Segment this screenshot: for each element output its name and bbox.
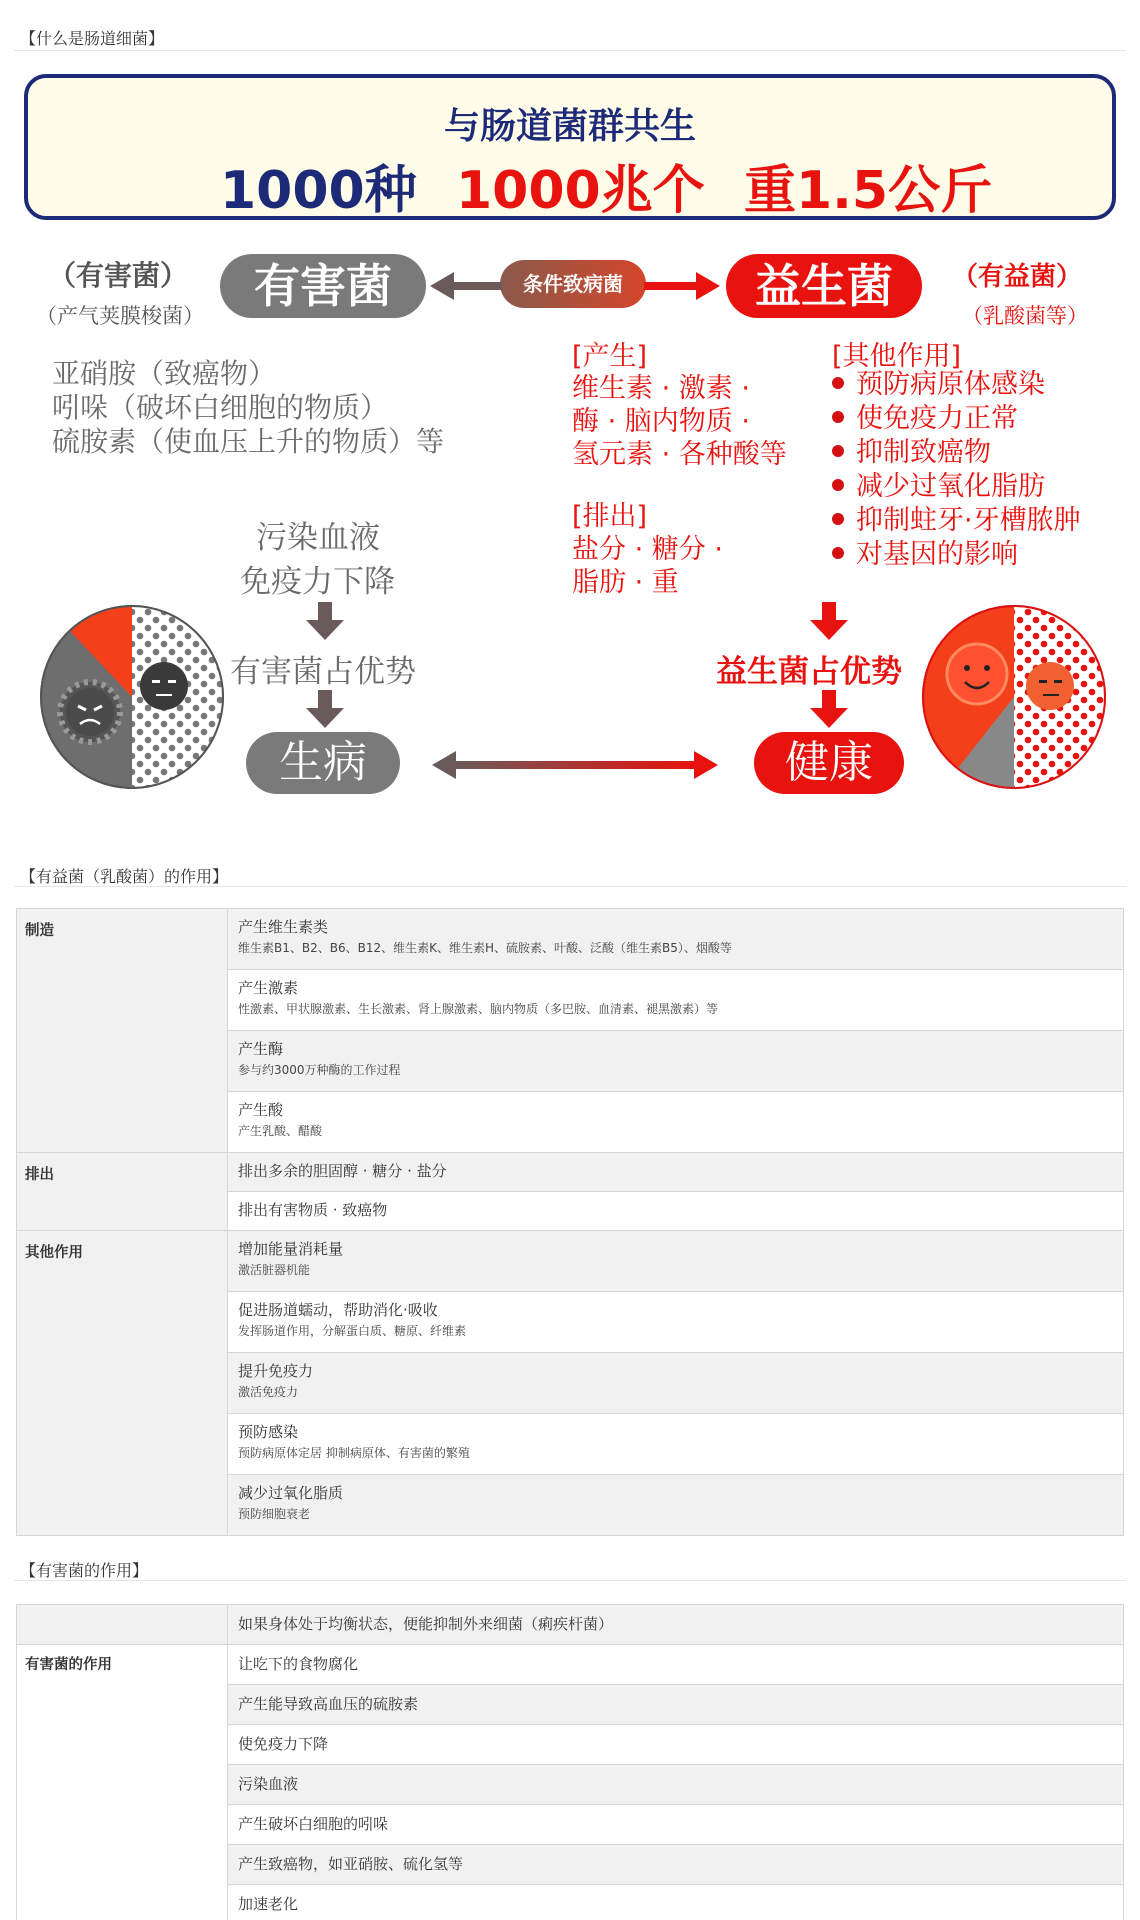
table-row <box>17 1605 1124 1645</box>
harmful-substance: 亚硝胺（致癌物） <box>52 357 277 390</box>
effect-detail: 预防细胞衰老 <box>238 1507 311 1521</box>
table-cell: 产生破坏白细胞的吲哚 <box>228 1805 1124 1845</box>
table-row <box>17 909 1124 970</box>
effect-title: 减少过氧化脂质 <box>238 1484 344 1502</box>
table-cell: 让吃下的食物腐化 <box>228 1645 1124 1685</box>
other-effect-item: 抑制致癌物 <box>832 436 1081 470</box>
other-effect-item: 减少过氧化脂肪 <box>832 470 1081 504</box>
effect-title: 提升免疫力 <box>238 1362 314 1380</box>
divider <box>14 1580 1126 1581</box>
harmful-substance: 硫胺素（使血压上升的物质）等 <box>52 425 445 458</box>
effect-title: 促进肠道蠕动，帮助消化·吸收 <box>238 1301 438 1319</box>
section-header-probiotic: 【有益菌（乳酸菌）的作用】 <box>20 867 229 886</box>
table-row <box>17 1231 1124 1292</box>
other-effect-item: 抑制蛀牙·牙槽脓肿 <box>832 504 1081 538</box>
row-label: 有害菌的作用 <box>17 1645 228 1920</box>
table-cell: 加速老化 <box>228 1885 1124 1920</box>
down-arrow-icon <box>810 602 848 640</box>
harmful-effects-table <box>16 1604 1124 1920</box>
effect-detail: 性激素、甲状腺激素、生长激素、肾上腺激素、脑内物质（多巴胺、血清素、褪黑激素）等 <box>238 1002 719 1016</box>
effect-title: 排出有害物质 · 致癌物 <box>238 1201 388 1219</box>
effect-title: 预防感染 <box>238 1423 299 1441</box>
neutral-germ-icon <box>140 662 188 710</box>
harmful-subtitle: （产气荚膜梭菌） <box>36 304 204 328</box>
effect-title: 排出多余的胆固醇 · 糖分 · 盐分 <box>238 1162 447 1180</box>
diagram-graphics <box>0 0 1140 810</box>
effect-detail: 发挥肠道作用，分解蛋白质、糖原、纤维素 <box>238 1324 467 1338</box>
other-effect-item: 对基因的影响 <box>832 538 1081 572</box>
effect-title: 产生酶 <box>238 1040 284 1058</box>
effect-detail: 参与约3000万种酶的工作过程 <box>238 1063 401 1077</box>
banner-title: 与肠道菌群共生 <box>443 106 696 147</box>
section-header-bacteria: 【什么是肠道细菌】 <box>20 29 165 48</box>
harmful-dominant: 有害菌占优势 <box>230 654 416 690</box>
row-label: 排出 <box>17 1153 228 1231</box>
harmful-effect: 污染血液 <box>256 520 380 556</box>
divider <box>14 886 1126 887</box>
effect-detail: 激活脏器机能 <box>238 1263 311 1277</box>
effect-detail: 维生素B1、B2、B6、B12、维生素K、维生素H、硫胺素、叶酸、泛酸（维生素B5）、烟酸等 <box>238 941 732 955</box>
table-cell: 产生致癌物，如亚硝胺、硫化氢等 <box>228 1845 1124 1885</box>
effect-title: 产生维生素类 <box>238 918 329 936</box>
excrete-line: 盐分 · 糖分 · <box>572 534 723 565</box>
harmful-effect: 免疫力下降 <box>240 564 395 600</box>
table-cell: 如果身体处于均衡状态，便能抑制外来细菌（痢疾杆菌） <box>228 1605 1124 1645</box>
angry-germ-icon <box>60 682 120 742</box>
down-arrow-icon <box>810 690 848 728</box>
double-arrow-top <box>430 272 720 300</box>
section-header-harmful: 【有害菌的作用】 <box>20 1561 149 1580</box>
probiotic-pill: 益生菌 <box>726 254 922 318</box>
table-row <box>17 1153 1124 1192</box>
stat-count: 1000兆个 <box>456 161 705 221</box>
sick-pill: 生病 <box>246 732 400 794</box>
table-cell: 产生能导致高血压的硫胺素 <box>228 1685 1124 1725</box>
excrete-heading: [排出] <box>572 501 648 532</box>
other-effect-item: 预防病原体感染 <box>832 368 1081 402</box>
probiotic-dominant-pie <box>923 606 1105 788</box>
beneficial-title: （有益菌） <box>952 262 1083 292</box>
down-arrow-icon <box>306 602 344 640</box>
effect-title: 产生激素 <box>238 979 299 997</box>
harmful-pill: 有害菌 <box>220 254 426 318</box>
stat-kinds: 1000种 <box>220 161 417 221</box>
effect-detail: 产生乳酸、醋酸 <box>238 1124 323 1138</box>
other-effect-item: 使免疫力正常 <box>832 402 1081 436</box>
other-effects-heading: [其他作用] <box>832 341 962 372</box>
excrete-line: 脂肪 · 重 <box>572 567 679 598</box>
produce-line: 维生素 · 激素 · <box>572 373 750 404</box>
intestinal-bacteria-panel <box>0 0 1140 810</box>
row-label: 其他作用 <box>17 1231 228 1536</box>
beneficial-subtitle: （乳酸菌等） <box>962 304 1088 328</box>
probiotic-dominant: 益生菌占优势 <box>716 654 902 690</box>
down-arrow-icon <box>306 690 344 728</box>
effect-title: 产生酸 <box>238 1101 284 1119</box>
harmful-title: （有害菌） <box>48 259 189 292</box>
effect-title: 增加能量消耗量 <box>238 1240 344 1258</box>
table-cell: 污染血液 <box>228 1765 1124 1805</box>
conditional-pathogen-pill: 条件致病菌 <box>500 260 646 308</box>
table-row <box>17 1645 1124 1685</box>
produce-line: 氢元素 · 各种酸等 <box>572 439 787 470</box>
table-cell: 使免疫力下降 <box>228 1725 1124 1765</box>
harmful-dominant-pie <box>41 606 223 788</box>
probiotic-effects-table <box>16 908 1124 1536</box>
double-arrow-bottom <box>432 751 718 779</box>
row-label: 制造 <box>17 909 228 1153</box>
produce-heading: [产生] <box>572 341 648 372</box>
harmful-substance: 吲哚（破坏白细胞的物质） <box>52 391 389 424</box>
neutral-bacteria-icon <box>1026 662 1074 710</box>
smiling-bacteria-icon <box>947 644 1007 704</box>
effect-detail: 激活免疫力 <box>238 1385 299 1399</box>
stat-weight: 重1.5公斤 <box>744 161 993 221</box>
produce-line: 酶 · 脑内物质 · <box>572 406 750 437</box>
effect-detail: 预防病原体定居 抑制病原体、有害菌的繁殖 <box>238 1446 470 1460</box>
healthy-pill: 健康 <box>754 732 904 794</box>
